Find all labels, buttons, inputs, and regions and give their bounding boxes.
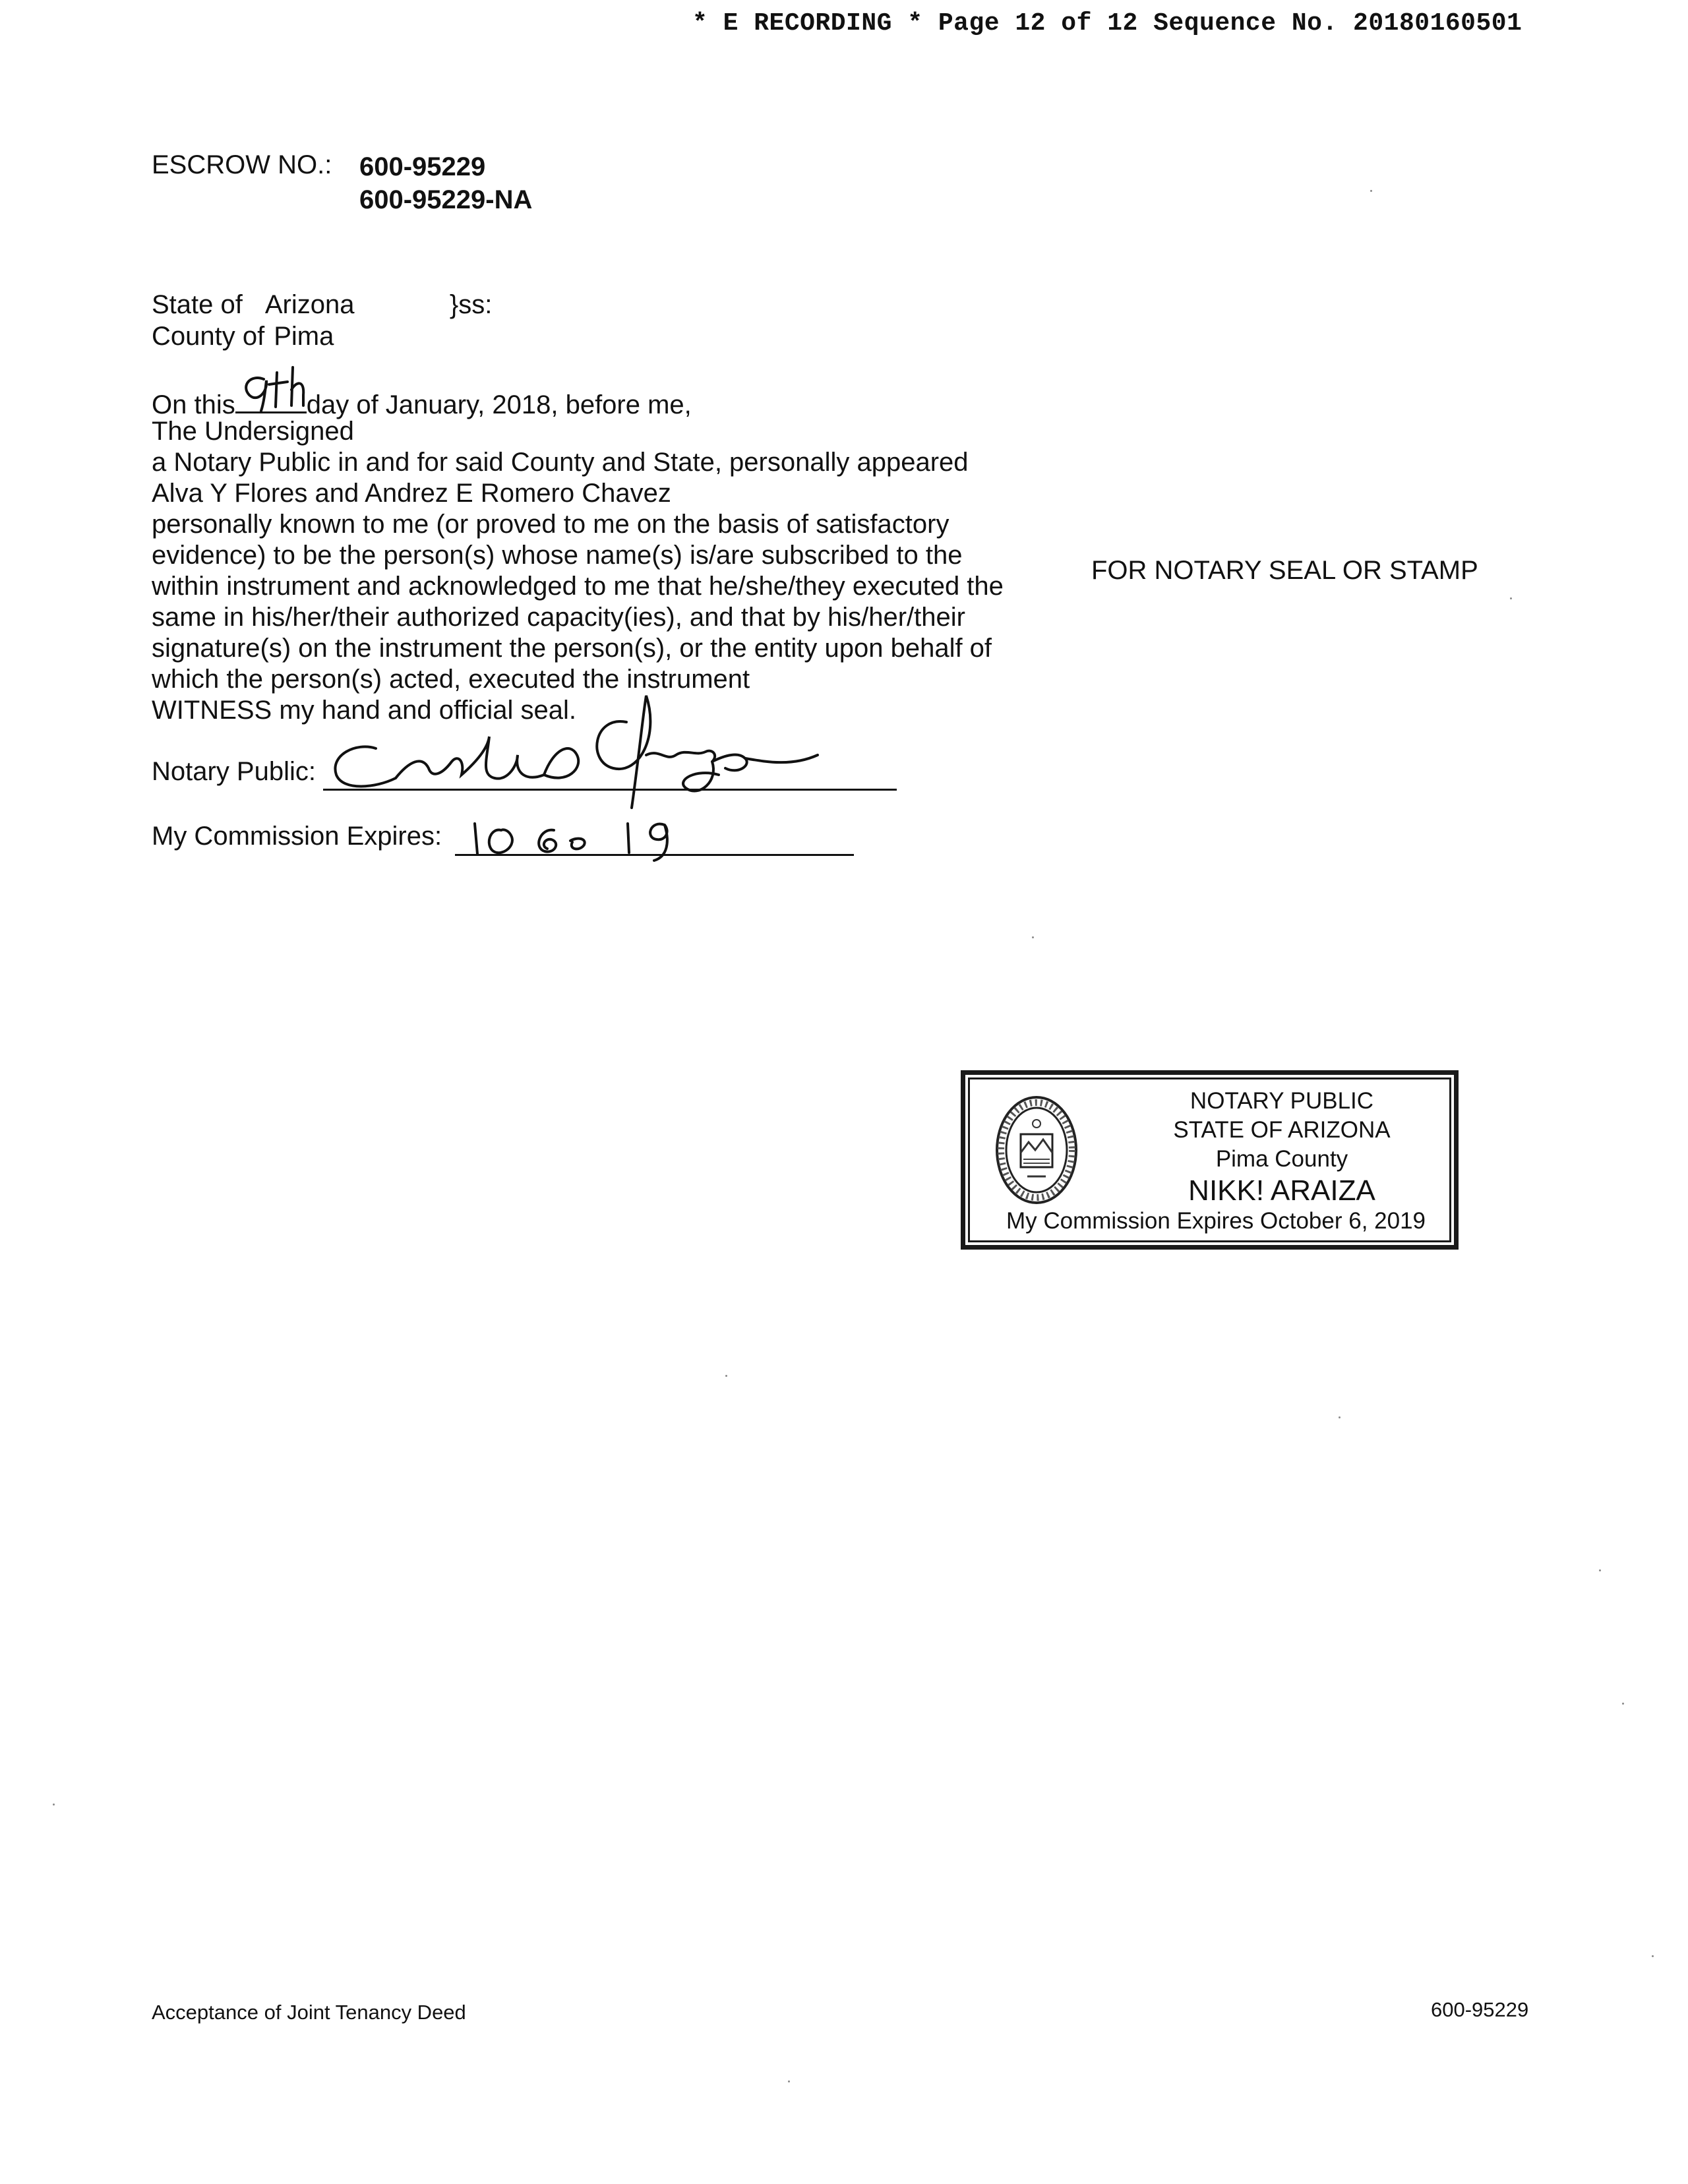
notary-signature <box>316 682 897 814</box>
escrow-number-secondary: 600-95229-NA <box>359 185 533 214</box>
scan-speck <box>1599 1569 1601 1571</box>
day-of-label: day of January, 2018, before me, <box>306 390 692 419</box>
county-value: Pima <box>274 322 334 351</box>
scan-speck <box>53 1804 55 1805</box>
scan-speck <box>1652 1955 1654 1957</box>
escrow-label: ESCROW NO.: <box>152 150 332 179</box>
notary-stamp-text <box>1150 1087 1414 1208</box>
acknowledgment-line: same in his/her/their authorized capacity(ies), and that by his/her/their <box>152 603 965 632</box>
state-value: Arizona <box>264 290 355 319</box>
acknowledgment-line: The Undersigned <box>152 417 354 446</box>
stamp-commission-expires: My Commission Expires October 6, 2019 <box>1006 1208 1426 1234</box>
acknowledgment-line: WITNESS my hand and official seal. <box>152 696 576 725</box>
on-this-label: On this <box>152 390 235 419</box>
acknowledgment-line: evidence) to be the person(s) whose name(s) is/are subscribed to the <box>152 541 963 570</box>
venue-county-row <box>152 320 492 352</box>
stamp-county: Pima County <box>1215 1146 1348 1172</box>
commission-handwriting <box>455 808 692 867</box>
scan-speck <box>788 2080 790 2082</box>
commission-expires-label: My Commission Expires: <box>152 822 442 851</box>
stamp-state: STATE OF ARIZONA <box>1173 1117 1391 1143</box>
handwritten-day-ink <box>237 366 323 419</box>
scan-speck <box>1032 936 1034 938</box>
notary-seal-placeholder: FOR NOTARY SEAL OR STAMP <box>1091 556 1478 585</box>
footer-document-title: Acceptance of Joint Tenancy Deed <box>152 2001 466 2024</box>
recording-header: * E RECORDING * Page 12 of 12 Sequence No. 20180160501 <box>692 9 1522 38</box>
scan-speck <box>1370 190 1372 192</box>
county-label: County of <box>152 322 265 351</box>
stamp-notary-name: NIKK! ARAIZA <box>1188 1174 1375 1207</box>
acknowledgment-text <box>152 385 1075 726</box>
stamp-notary-public: NOTARY PUBLIC <box>1190 1088 1374 1114</box>
acknowledgment-line: within instrument and acknowledged to me that he/she/they executed the <box>152 572 1004 601</box>
scan-speck <box>1622 1703 1624 1705</box>
notary-stamp <box>961 1070 1459 1250</box>
escrow-numbers <box>359 150 532 216</box>
footer-escrow-number: 600-95229 <box>1431 1998 1529 2021</box>
scan-speck <box>725 1375 727 1377</box>
scan-speck <box>1510 597 1512 599</box>
arizona-state-seal-icon <box>994 1093 1079 1207</box>
acknowledgment-line: Alva Y Flores and Andrez E Romero Chavez <box>152 479 671 508</box>
venue-block <box>152 289 492 352</box>
ss-mark: }ss: <box>449 290 493 319</box>
notary-public-label: Notary Public: <box>152 757 316 786</box>
acknowledgment-line: signature(s) on the instrument the person(s), or the entity upon behalf of <box>152 634 992 663</box>
venue-state-row <box>152 289 492 320</box>
acknowledgment-line: a Notary Public in and for said County and State, personally appeared <box>152 448 969 477</box>
state-label: State of <box>152 290 243 319</box>
escrow-number-primary: 600-95229 <box>359 152 486 181</box>
scan-speck <box>1339 1416 1341 1418</box>
acknowledgment-line: which the person(s) acted, executed the instrument <box>152 665 750 694</box>
acknowledgment-line: personally known to me (or proved to me on the basis of satisfactory <box>152 510 950 539</box>
